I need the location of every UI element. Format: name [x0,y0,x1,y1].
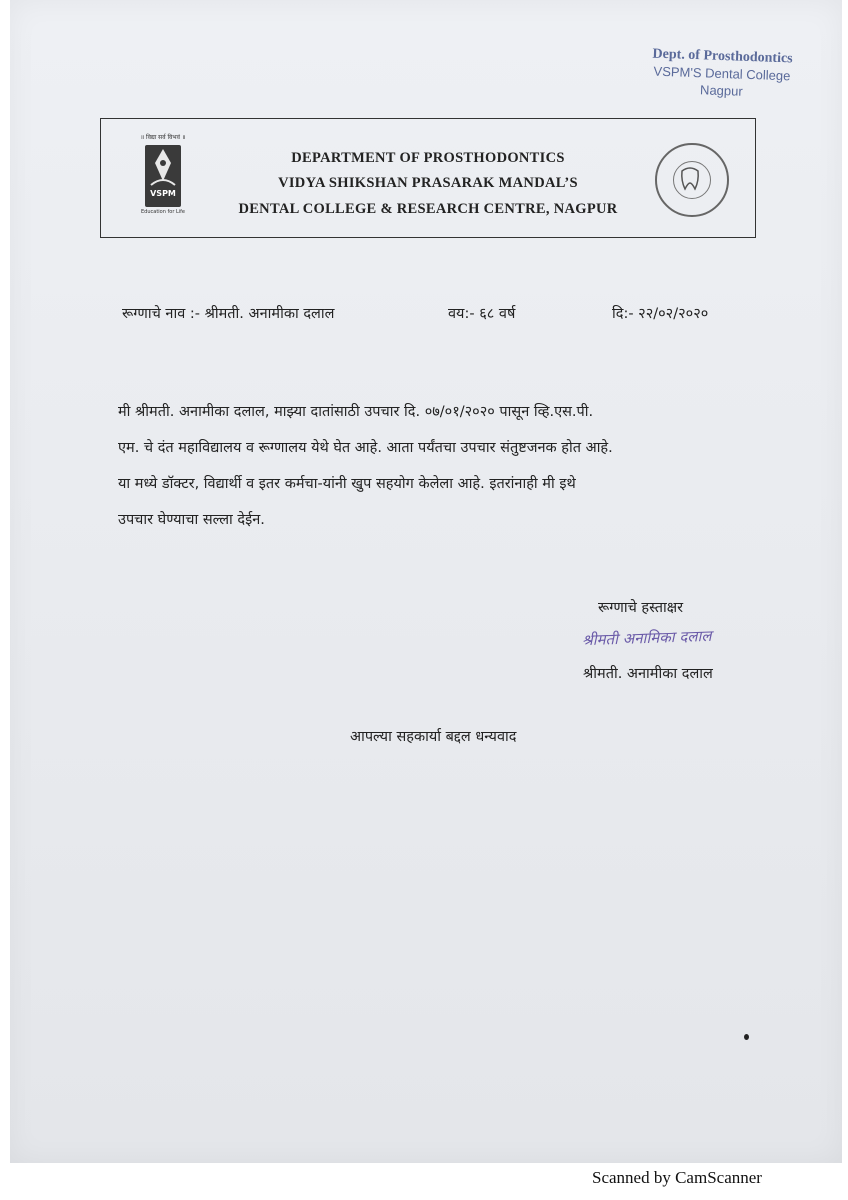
scanner-watermark: Scanned by CamScanner [592,1168,762,1187]
body-paragraph [118,394,754,538]
college-seal-icon [655,143,729,217]
department-stamp [627,45,817,103]
letterhead-line-2: VIDYA SHIKSHAN PRASARAK MANDAL’S [278,175,578,191]
logo-caption: Education for Life [141,209,185,215]
signatory-name: श्रीमती. अनामीका दलाल [583,666,713,682]
body-line-3: या मध्ये डॉक्टर, विद्यार्थी व इतर कर्मचा-यांनी खुप सहयोग केलेला आहे. इतरांनाही मी इथे [118,476,576,492]
logo-text: VSPM [150,189,176,198]
handwritten-signature: श्रीमती अनामिका दलाल [581,626,712,650]
signature-label: रूग्णाचे हस्ताक्षर [598,600,684,616]
logo-tagline: ॥ विद्या सर्व विभवं ॥ [140,134,186,141]
body-line-4: उपचार घेण्याचा सल्ला देईन. [118,512,265,528]
ink-dot [744,1034,749,1040]
stamp-line-3: Nagpur [699,82,743,99]
patient-age: वय:- ६८ वर्ष [448,306,516,322]
tooth-icon [655,143,725,213]
letterhead [100,118,756,238]
letter-date: दि:- २२/०२/२०२० [612,306,709,322]
closing-note: आपल्या सहकार्या बद्दल धन्यवाद [350,729,517,745]
letterhead-line-1: DEPARTMENT OF PROSTHODONTICS [291,150,565,166]
letterhead-line-3: DENTAL COLLEGE & RESEARCH CENTRE, NAGPUR [238,201,618,217]
body-line-2: एम. चे दंत महाविद्यालय व रूग्णालय येथे घेत आहे. आता पर्यंतचा उपचार संतुष्टजनक होत आहे. [118,440,613,456]
body-line-1: मी श्रीमती. अनामीका दलाल, माझ्या दातांसाठी उपचार दि. ०७/०१/२०२० पासून व्हि.एस.पी. [118,404,594,420]
stamp-line-1: Dept. of Prosthodontics [652,46,793,67]
patient-name: रूग्णाचे नाव :- श्रीमती. अनामीका दलाल [122,306,335,322]
stamp-line-2: VSPM'S Dental College [653,63,791,84]
